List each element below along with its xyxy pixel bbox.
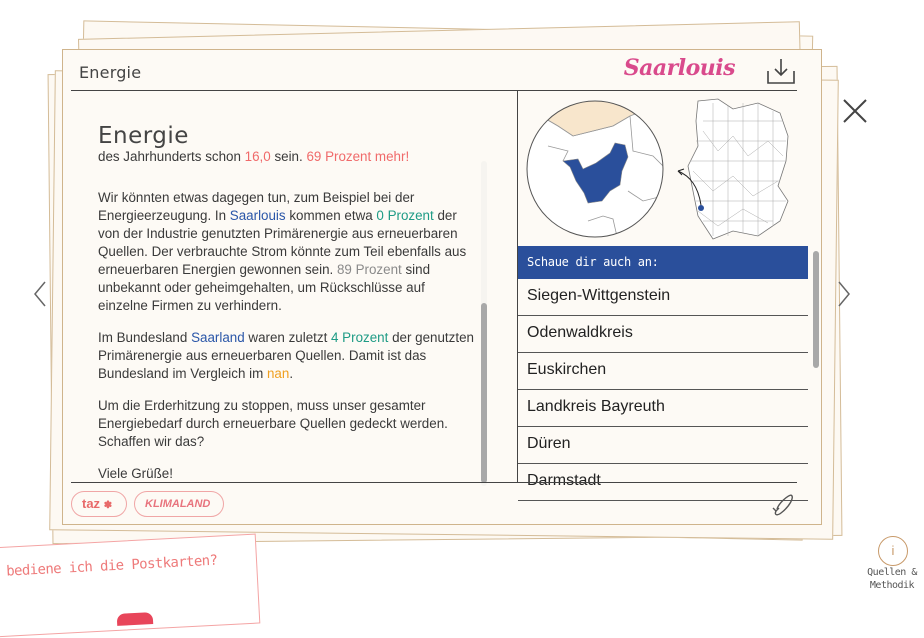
paragraph-local-energy — [98, 189, 478, 315]
taz-label: taz — [82, 496, 101, 511]
chevron-right-icon — [836, 280, 852, 308]
related-item[interactable]: Düren — [518, 427, 808, 464]
sources-label-line: Quellen & — [867, 567, 917, 578]
value-highlight: 89 Prozent — [336, 262, 402, 277]
text: . — [289, 366, 294, 381]
rank-highlight: nan — [266, 366, 290, 381]
related-item[interactable]: Landkreis Bayreuth — [518, 390, 808, 427]
card-header — [71, 50, 797, 91]
value-highlight: 69 Prozent mehr! — [306, 149, 410, 164]
download-button[interactable] — [765, 56, 797, 86]
location-map — [518, 91, 818, 246]
text: sind unbekannt oder geheimgehalten, um Rückschlüsse auf einzelne Firmen zu verhindern. — [98, 262, 431, 313]
previous-card-button[interactable] — [32, 280, 48, 308]
map-and-related-pane — [518, 91, 798, 489]
text-scroll-area[interactable] — [98, 149, 478, 482]
related-item[interactable]: Euskirchen — [518, 353, 808, 390]
chevron-left-icon — [32, 280, 48, 308]
map-area — [518, 91, 818, 246]
place-link: Saarlouis — [229, 208, 286, 223]
text: kommen etwa — [285, 208, 377, 223]
text: Im Bundesland — [98, 330, 192, 345]
taz-logo-button[interactable] — [71, 491, 127, 517]
card-header-title: Energie — [79, 63, 142, 82]
help-text: bediene ich die Postkarten? — [5, 552, 218, 580]
related-item[interactable]: Siegen-Wittgenstein — [518, 279, 808, 316]
next-card-button[interactable] — [836, 280, 852, 308]
postcard — [62, 49, 822, 525]
text: waren zuletzt — [244, 330, 332, 345]
text-title: Energie — [98, 123, 189, 149]
help-decoration — [117, 612, 154, 626]
value-highlight: 4 Prozent — [331, 330, 389, 345]
flip-icon — [769, 491, 797, 519]
card-footer — [71, 482, 797, 526]
download-icon — [765, 56, 797, 86]
text-scrollbar-thumb[interactable] — [481, 303, 487, 483]
text: der von der Industrie genutzten Primärenergie aus erneuerbaren Quellen. Der verbrauchte Strom könnte zum Teil ebenfalls aus erneuerbaren Energien gewonnen sein. — [98, 208, 467, 277]
paragraph-state-energy — [98, 329, 478, 383]
flip-card-button[interactable] — [769, 491, 797, 519]
text: des Jahrhunderts schon — [98, 149, 245, 164]
value-highlight: 0 Prozent — [376, 208, 434, 223]
sources-label[interactable] — [860, 566, 924, 592]
sources-info-button[interactable] — [878, 536, 908, 566]
related-header: Schaue dir auch an: — [518, 246, 808, 279]
related-item[interactable]: Darmstadt — [518, 464, 808, 501]
related-item[interactable]: Odenwaldkreis — [518, 316, 808, 353]
value-highlight: 16,0 — [244, 149, 271, 164]
clipped-text-line — [98, 149, 478, 166]
klimaland-logo-button[interactable]: KLIMALAND — [134, 491, 224, 517]
help-postcard[interactable] — [0, 534, 260, 638]
text-pane — [71, 91, 518, 482]
state-link: Saarland — [191, 330, 245, 345]
paragraph-greeting: Viele Grüße! — [98, 466, 173, 481]
related-list — [518, 279, 808, 501]
brand-logo-saarlouis: Saarlouis — [623, 55, 735, 81]
close-icon — [842, 98, 868, 124]
text: Wir könnten etwas dagegen tun, zum Beispiel bei der Energieerzeugung. In — [98, 190, 415, 223]
text: der genutzten Primärenergie aus erneuerbaren Quellen. Damit ist das Bundesland im Vergleich im — [98, 330, 474, 381]
related-scrollbar-thumb[interactable] — [813, 251, 819, 368]
close-button[interactable] — [842, 98, 868, 124]
sources-label-line: Methodik — [869, 580, 915, 591]
info-icon: i — [891, 543, 895, 558]
text: sein. — [270, 149, 307, 164]
paw-icon: ✽ — [103, 500, 113, 511]
paragraph-call-to-action: Um die Erderhitzung zu stoppen, muss unser gesamter Energiebedarf durch erneuerbare Quellen gedeckt werden. Schaffen wir das? — [98, 398, 448, 449]
